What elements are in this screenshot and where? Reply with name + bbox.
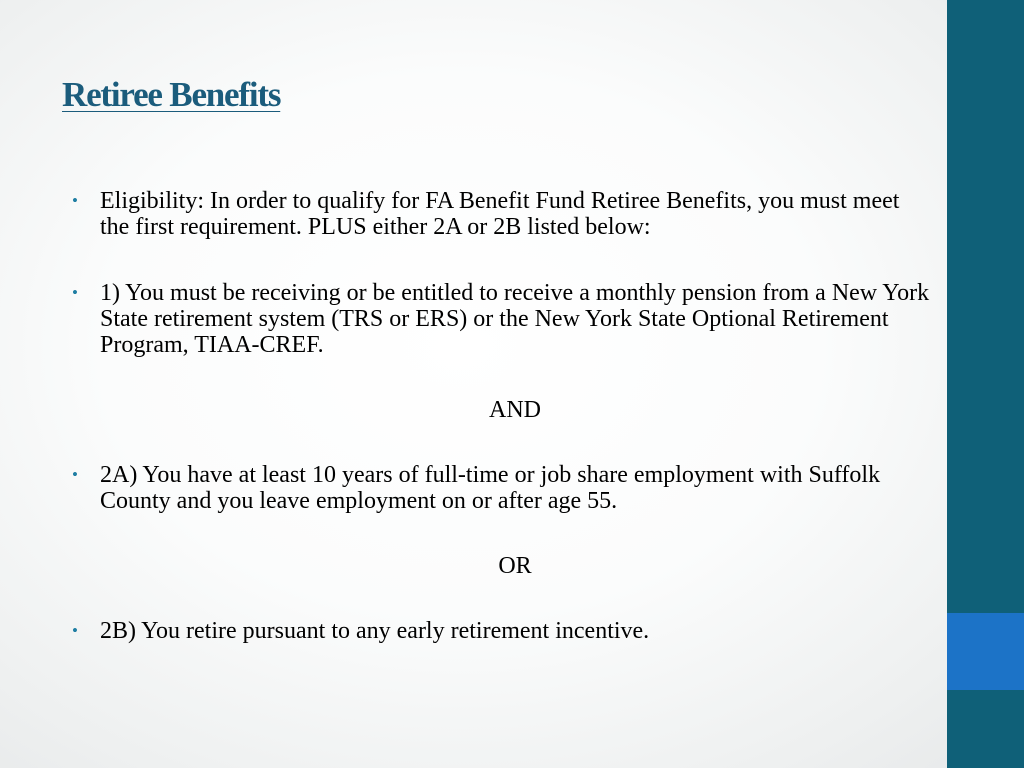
- bullet-icon: •: [72, 621, 78, 640]
- bullet-text: 1) You must be receiving or be entitled to receive a monthly pension from a New York State retirement system (TRS or ERS) or the New York State Optional Retirement Program, TIAA-CREF.: [100, 280, 930, 358]
- bullet-eligibility: [70, 188, 930, 240]
- bullet-text: 2A) You have at least 10 years of full-time or job share employment with Suffolk County and you leave employment on or after age 55.: [100, 462, 881, 514]
- bullet-requirement-2b: [70, 618, 930, 644]
- bullet-icon: •: [72, 283, 78, 302]
- slide-title: Retiree Benefits: [62, 75, 281, 114]
- connector-or: OR: [498, 553, 532, 579]
- sidebar-top-block: [947, 0, 1024, 613]
- bullet-text: Eligibility: In order to qualify for FA Benefit Fund Retiree Benefits, you must meet the first requirement. PLUS either 2A or 2B listed below:: [100, 188, 900, 240]
- bullet-icon: •: [72, 191, 78, 210]
- bullet-requirement-1: [70, 280, 930, 358]
- bullet-icon: •: [72, 465, 78, 484]
- sidebar-accent-block: [947, 613, 1024, 690]
- sidebar-bottom-block: [947, 690, 1024, 768]
- connector-and: AND: [489, 397, 541, 423]
- bullet-text: 2B) You retire pursuant to any early retirement incentive.: [100, 618, 650, 644]
- bullet-requirement-2a: [70, 462, 930, 514]
- sidebar-decoration: [947, 0, 1024, 768]
